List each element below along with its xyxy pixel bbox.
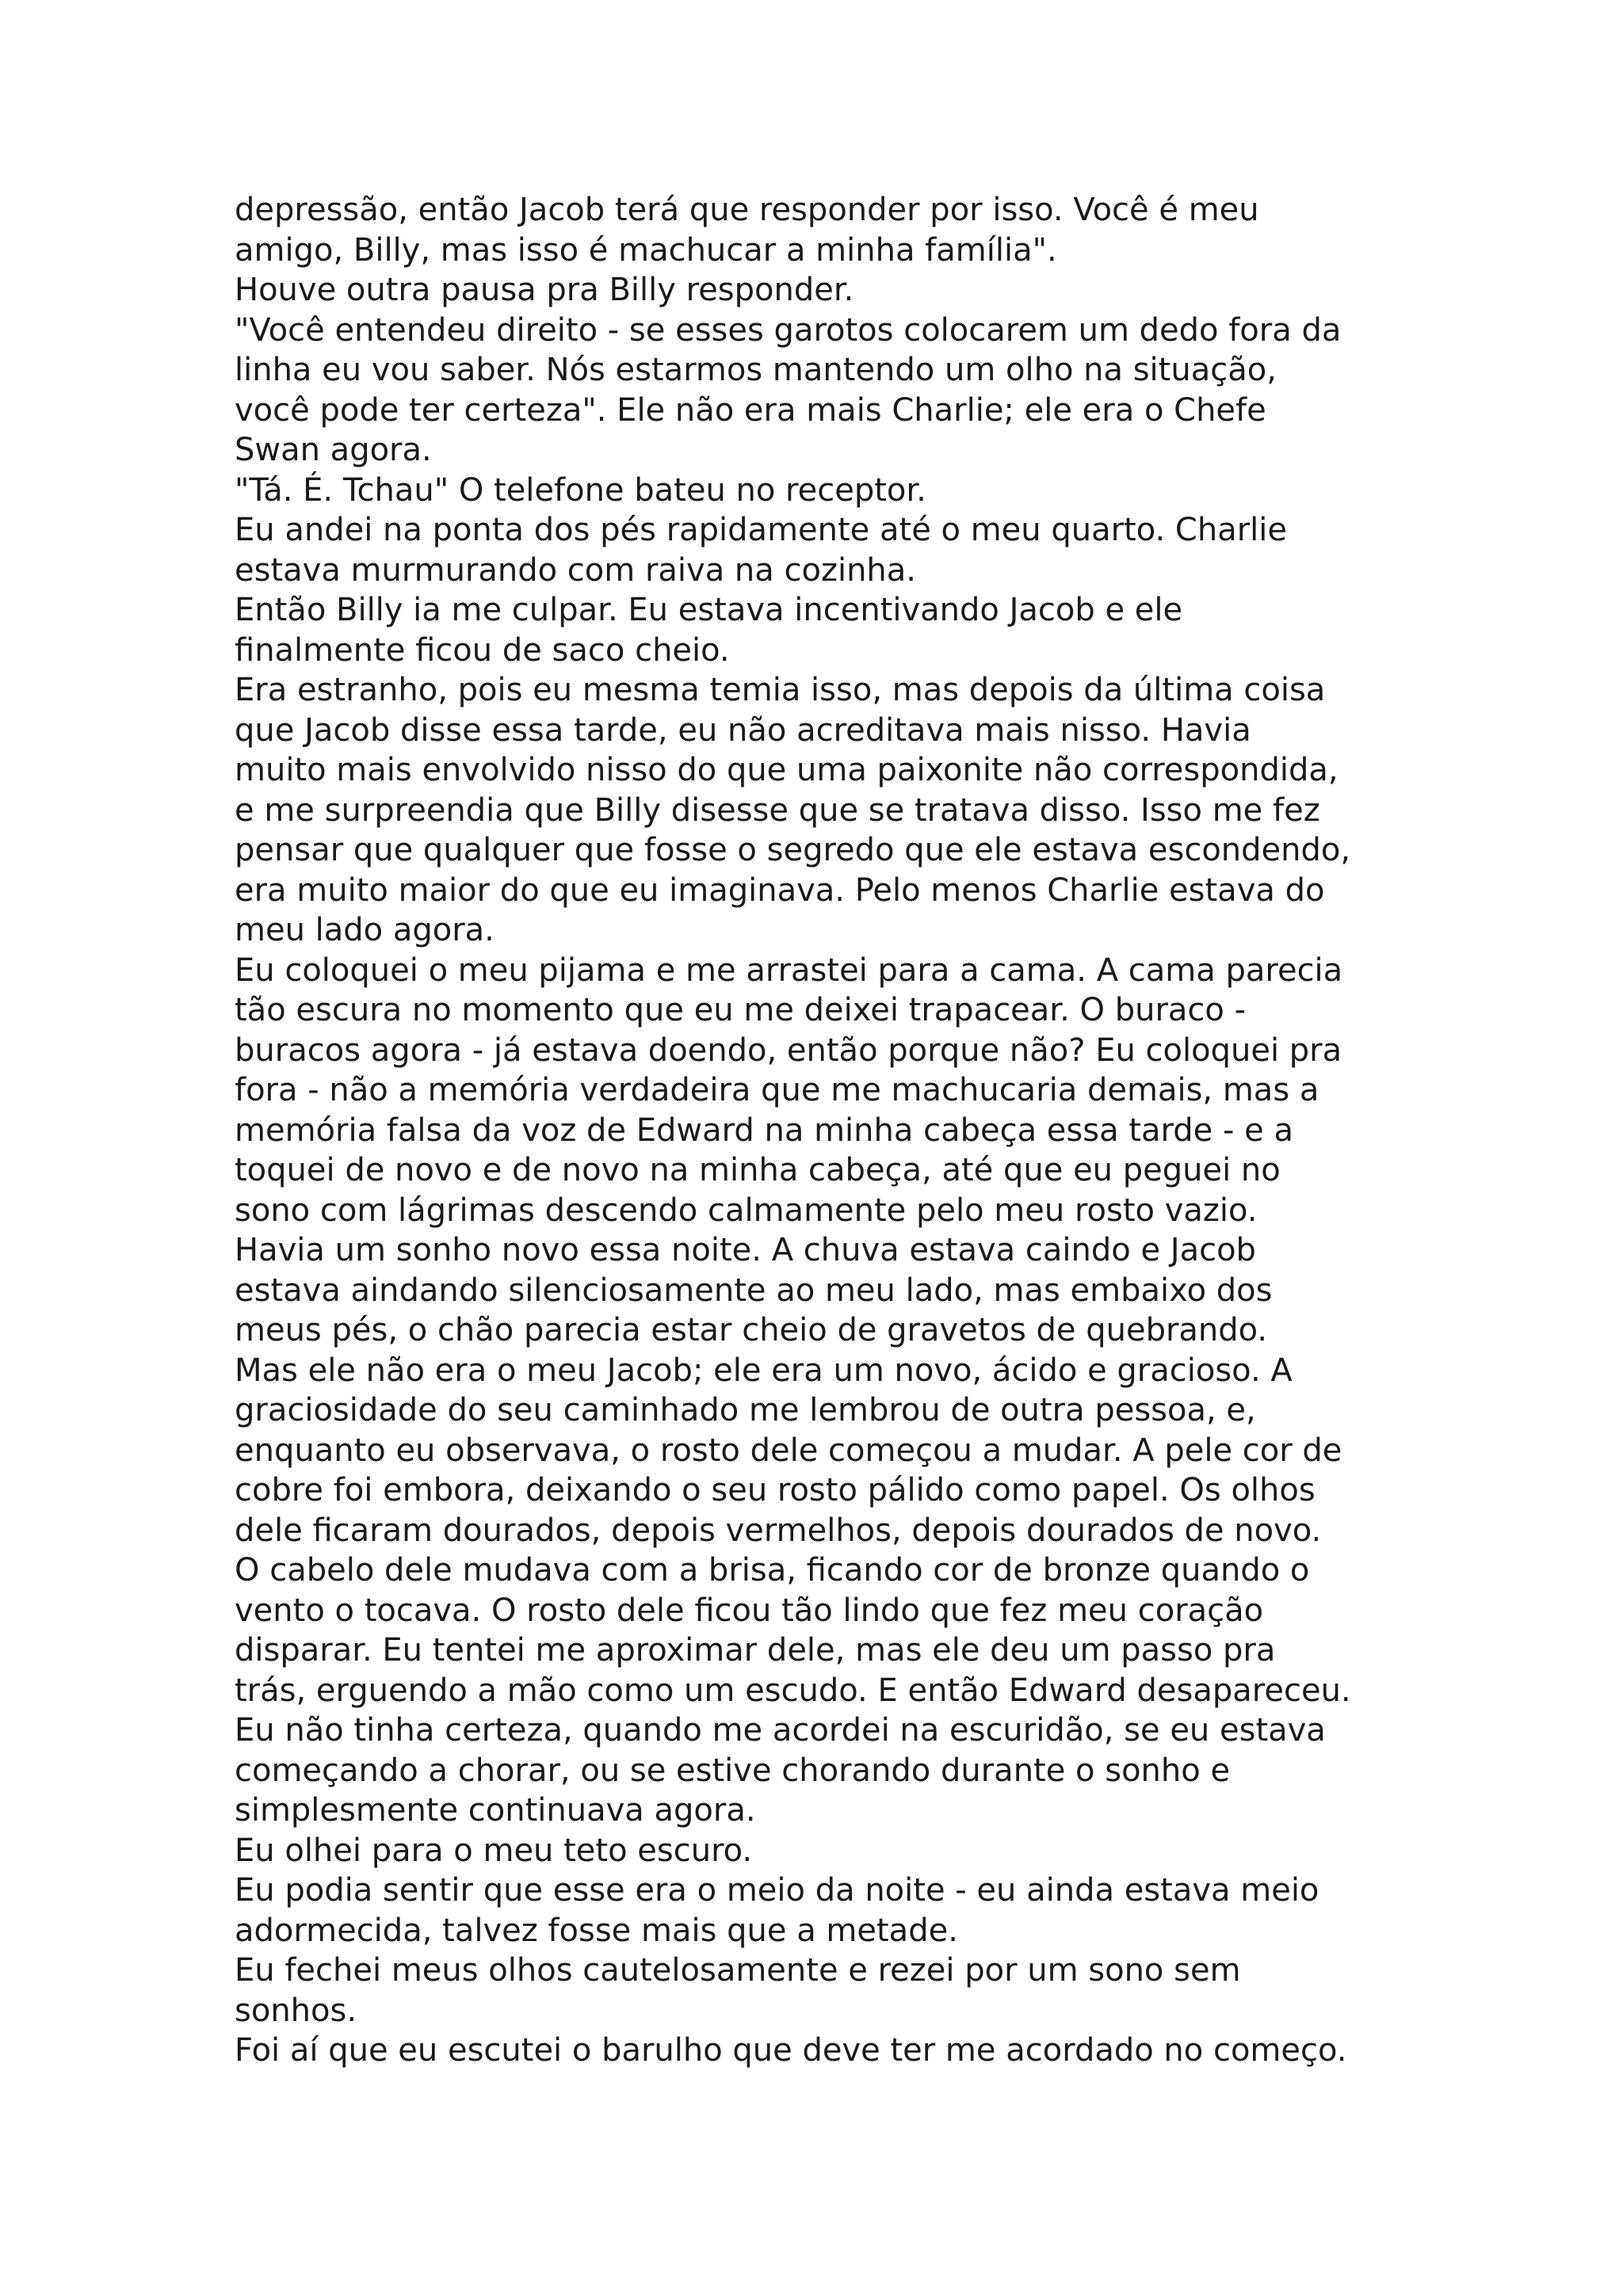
text-line: vento o tocava. O rosto dele ficou tão lindo que fez meu coração	[235, 1592, 1264, 1629]
text-line: meu lado agora.	[235, 912, 495, 948]
text-line: que Jacob disse essa tarde, eu não acreditava mais nisso. Havia	[235, 711, 1251, 749]
text-line: Eu fechei meus olhos cautelosamente e rezei por um sono sem	[235, 1952, 1241, 1989]
text-line: buracos agora - já estava doendo, então porque não? Eu coloquei pra	[235, 1032, 1342, 1069]
text-line: estava aindando silenciosamente ao meu lado, mas embaixo dos	[235, 1272, 1273, 1309]
text-line: Então Billy ia me culpar. Eu estava incentivando Jacob e ele	[235, 592, 1183, 628]
text-line: meus pés, o chão parecia estar cheio de gravetos de quebrando.	[235, 1312, 1268, 1348]
text-line: O cabelo dele mudava com a brisa, ficando cor de bronze quando o	[235, 1552, 1310, 1589]
text-line: linha eu vou saber. Nós estarmos mantendo um olho na situação,	[235, 352, 1277, 388]
text-line: pensar que qualquer que fosse o segredo que ele estava escondendo,	[235, 832, 1351, 868]
text-line: Houve outra pausa pra Billy responder.	[235, 272, 854, 308]
text-line: finalmente ficou de saco cheio.	[235, 631, 730, 669]
text-line: estava murmurando com raiva na cozinha.	[235, 551, 916, 589]
text-line: Havia um sonho novo essa noite. A chuva estava caindo e Jacob	[235, 1232, 1256, 1268]
text-line: Foi aí que eu escutei o barulho que deve ter me acordado no começo.	[235, 2032, 1347, 2069]
text-line: Eu andei na ponta dos pés rapidamente até o meu quarto. Charlie	[235, 512, 1288, 548]
text-line: "Você entendeu direito - se esses garotos colocarem um dedo fora da	[235, 311, 1342, 349]
text-line: simplesmente continuava agora.	[235, 1792, 756, 1829]
text-line: fora - não a memória verdadeira que me machucaria demais, mas a	[235, 1072, 1319, 1108]
text-line: trás, erguendo a mão como um escudo. E então Edward desapareceu.	[235, 1672, 1351, 1709]
text-line: dele ficaram dourados, depois vermelhos, depois dourados de novo.	[235, 1512, 1322, 1549]
text-line: começando a chorar, ou se estive chorando durante o sonho e	[235, 1752, 1231, 1789]
text-line: era muito maior do que eu imaginava. Pelo menos Charlie estava do	[235, 871, 1325, 909]
text-line: Mas ele não era o meu Jacob; ele era um novo, ácido e gracioso. A	[235, 1352, 1293, 1389]
document-body	[235, 190, 1423, 2071]
text-line: depressão, então Jacob terá que responder por isso. Você é meu	[235, 192, 1259, 228]
text-line: "Tá. É. Tchau" O telefone bateu no receptor.	[235, 471, 926, 509]
text-line: toquei de novo e de novo na minha cabeça, até que eu peguei no	[235, 1152, 1281, 1188]
text-line: Era estranho, pois eu mesma temia isso, mas depois da última coisa	[235, 672, 1326, 708]
text-line: sonhos.	[235, 1992, 357, 2029]
text-line: cobre foi embora, deixando o seu rosto pálido como papel. Os olhos	[235, 1472, 1316, 1508]
text-line: muito mais envolvido nisso do que uma paixonite não correspondida,	[235, 752, 1338, 788]
text-line: adormecida, talvez fosse mais que a metade.	[235, 1912, 958, 1949]
text-line: Eu olhei para o meu teto escuro.	[235, 1832, 753, 1869]
text-line: sono com lágrimas descendo calmamente pelo meu rosto vazio.	[235, 1192, 1258, 1229]
text-line: enquanto eu observava, o rosto dele começou a mudar. A pele cor de	[235, 1432, 1342, 1469]
text-line: memória falsa da voz de Edward na minha cabeça essa tarde - e a	[235, 1112, 1293, 1149]
text-line: Eu podia sentir que esse era o meio da noite - eu ainda estava meio	[235, 1872, 1319, 1909]
text-line: você pode ter certeza". Ele não era mais Charlie; ele era o Chefe	[235, 391, 1266, 429]
text-line: e me surpreendia que Billy disesse que se tratava disso. Isso me fez	[235, 791, 1320, 829]
text-line: Eu não tinha certeza, quando me acordei na escuridão, se eu estava	[235, 1712, 1326, 1749]
text-line: Swan agora.	[235, 432, 432, 468]
text-line: graciosidade do seu caminhado me lembrou de outra pessoa, e,	[235, 1392, 1256, 1428]
text-line: disparar. Eu tentei me aproximar dele, mas ele deu um passo pra	[235, 1632, 1276, 1669]
text-line: Eu coloquei o meu pijama e me arrastei para a cama. A cama parecia	[235, 952, 1343, 989]
text-line: tão escura no momento que eu me deixei trapacear. O buraco -	[235, 992, 1247, 1028]
text-line: amigo, Billy, mas isso é machucar a minha família".	[235, 231, 1057, 269]
